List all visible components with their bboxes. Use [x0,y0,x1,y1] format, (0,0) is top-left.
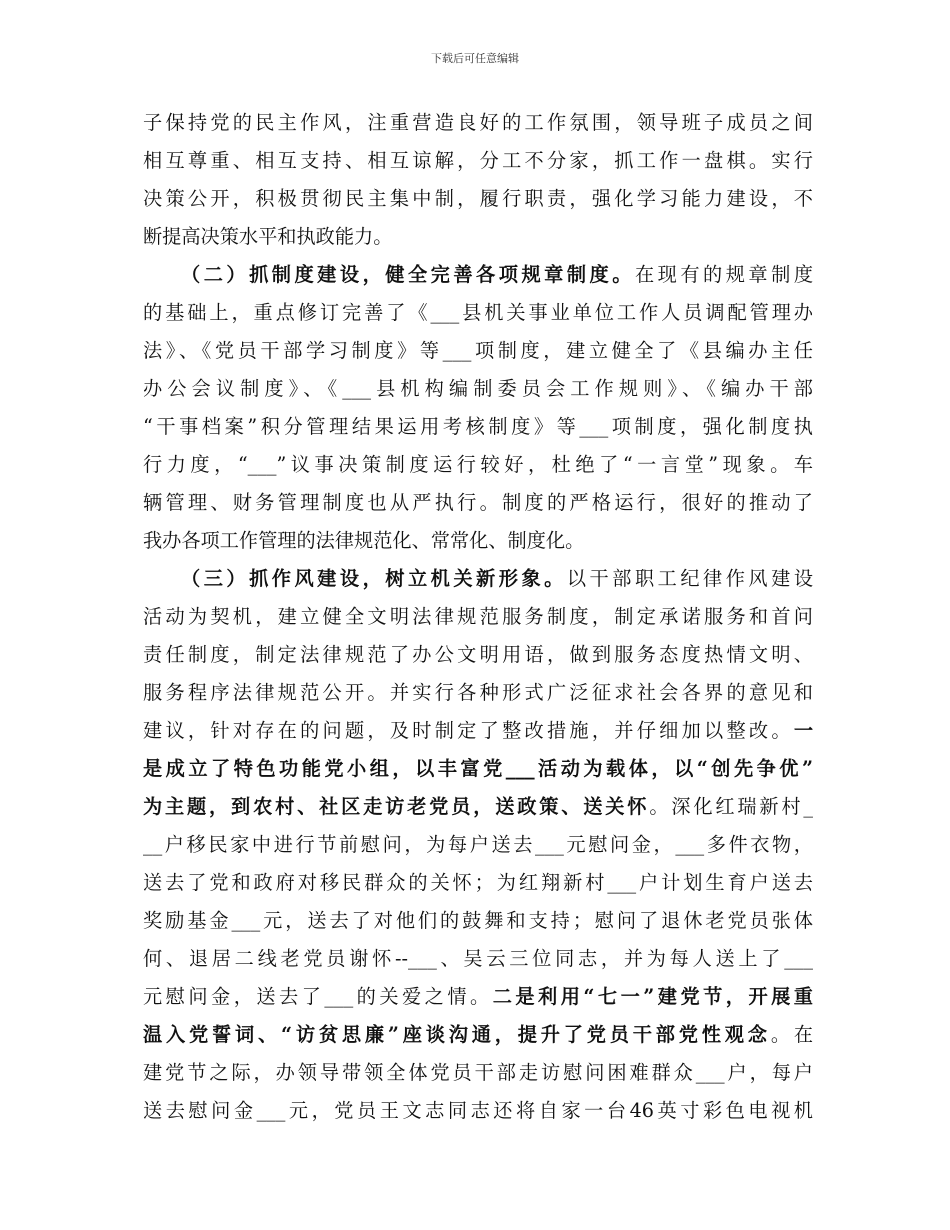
text-run: 断提高决策水平和执政能力。 [143,225,393,248]
text-line [143,218,813,256]
text-run: 活动为契机，建立健全文明法律规范服务制度，制定承诺服务和首问 [143,605,813,628]
text-line [143,902,813,940]
text-run: 的基础上，重点修订完善了《___县机关事业单位工作人员调配管理办 [143,301,813,324]
text-line [143,864,813,902]
text-run: 以干部职工纪律作风建设 [566,567,814,590]
text-line [143,1054,813,1092]
bold-text-run: 温入党誓词、“访贫思廉”座谈沟通，提升了党员干部党性观念 [143,1023,771,1046]
bold-text-run: （二）抓制度建设，健全完善各项规章制度。 [181,263,635,286]
text-line [143,560,813,598]
text-run: 。在 [770,1023,814,1046]
text-run: 何、退居二线老党员谢怀--___、吴云三位同志，并为每人送上了___ [143,947,813,970]
text-line [143,1092,813,1130]
text-line [143,712,813,750]
text-run: 建议，针对存在的问题，及时制定了整改措施，并仔细加以整改。 [143,719,794,742]
page-header: 下载后可任意编辑 [431,52,519,65]
text-run: 。深化红瑞新村_ [649,795,814,818]
document-body [143,104,813,1130]
text-line [143,446,813,484]
text-line [143,332,813,370]
text-line [143,180,813,218]
text-run: 送去慰问金___元，党员王文志同志还将自家一台46英寸彩色电视机 [143,1099,813,1122]
text-run: 元慰问金，送去了___的关爱之情。 [143,985,493,1008]
text-run: 辆管理、财务管理制度也从严执行。制度的严格运行，很好的推动了 [143,491,813,514]
bold-text-run: 一 [793,719,813,742]
text-line [143,598,813,636]
text-line [143,636,813,674]
text-run: 奖励基金___元，送去了对他们的鼓舞和支持；慰问了退休老党员张体 [143,909,813,932]
text-run: 办公会议制度》、《___县机构编制委员会工作规则》、《编办干部 [143,377,813,400]
text-run: 责任制度，制定法律规范了办公文明用语，做到服务态度热情文明、 [143,643,813,666]
text-line [143,1016,813,1054]
text-run: 行力度，“___”议事决策制度运行较好，杜绝了“一言堂”现象。车 [143,453,813,476]
text-run: __户移民家中进行节前慰问，为每户送去___元慰问金，___多件衣物， [143,833,813,856]
text-line [143,674,813,712]
text-line [143,484,813,522]
text-run: “干事档案”积分管理结果运用考核制度》等___项制度，强化制度执 [143,415,813,438]
bold-text-run: 是成立了特色功能党小组，以丰富党___活动为载体，以“创先争优” [143,757,813,780]
text-line [143,750,813,788]
text-line [143,826,813,864]
text-run: 送去了党和政府对移民群众的关怀；为红翔新村___户计划生育户送去 [143,871,813,894]
text-line [143,788,813,826]
text-line [143,256,813,294]
bold-text-run: （三）抓作风建设，树立机关新形象。 [181,567,567,590]
text-run: 决策公开，积极贯彻民主集中制，履行职责，强化学习能力建设，不 [143,187,813,210]
text-run: 在现有的规章制度 [634,263,814,286]
text-run: 我办各项工作管理的法律规范化、常常化、制度化。 [143,529,585,552]
text-run: 建党节之际，办领导带领全体党员干部走访慰问困难群众___户，每户 [143,1061,813,1084]
text-run: 服务程序法律规范公开。并实行各种形式广泛征求社会各界的意见和 [143,681,813,704]
text-run: 法》、《党员干部学习制度》等___项制度，建立健全了《县编办主任 [143,339,813,362]
bold-text-run: 为主题，到农村、社区走访老党员，送政策、送关怀 [143,795,650,818]
text-line [143,294,813,332]
text-line [143,104,813,142]
text-run: 相互尊重、相互支持、相互谅解，分工不分家，抓工作一盘棋。实行 [143,149,813,172]
text-line [143,408,813,446]
text-line [143,522,813,560]
text-line [143,940,813,978]
text-line [143,142,813,180]
bold-text-run: 二是利用“七一”建党节，开展重 [492,985,813,1008]
text-line [143,978,813,1016]
text-line [143,370,813,408]
text-run: 子保持党的民主作风，注重营造良好的工作氛围，领导班子成员之间 [143,111,813,134]
